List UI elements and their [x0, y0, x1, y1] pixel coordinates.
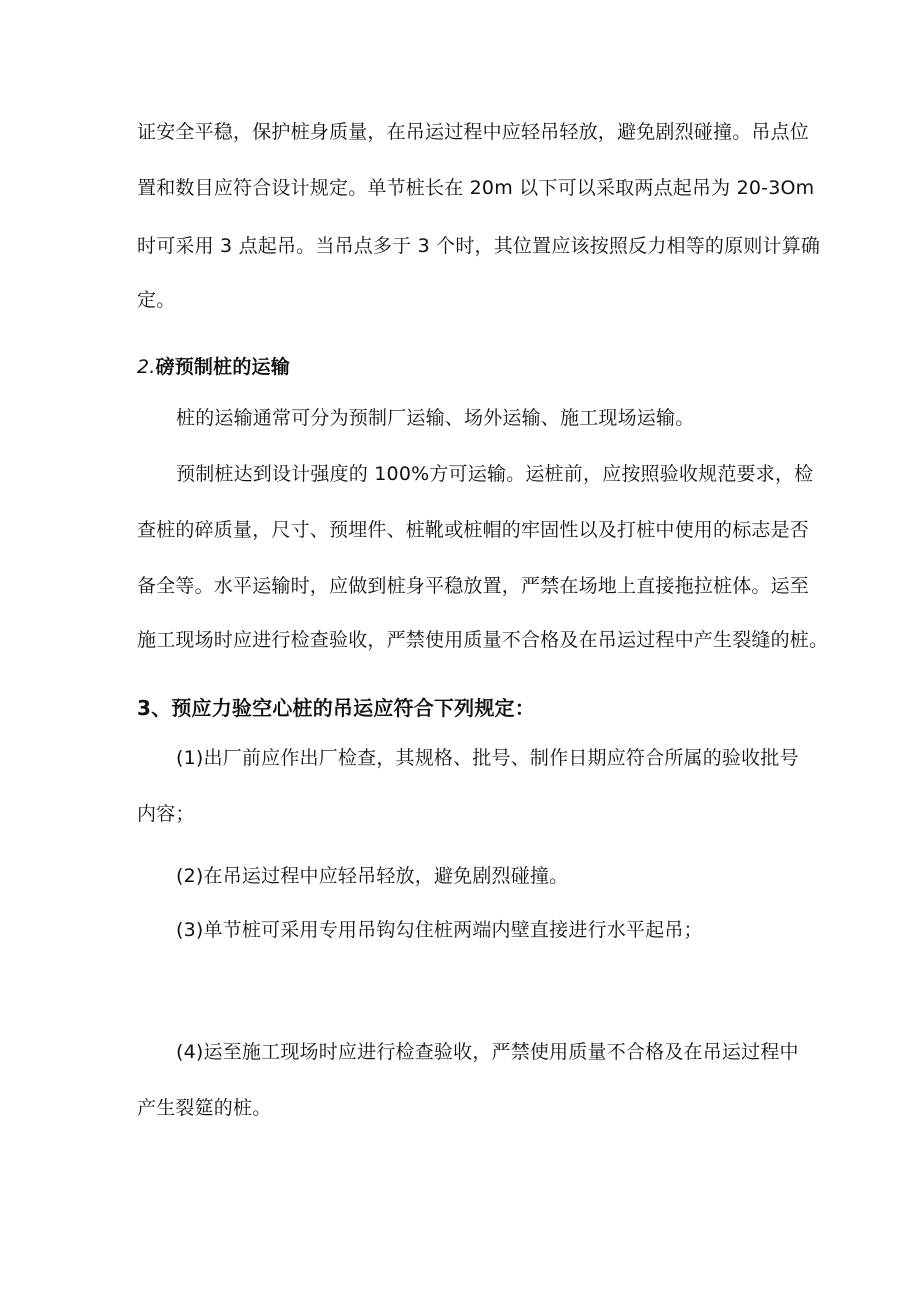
paragraph-line: 备全等。水平运输时，应做到桩身平稳放置，严禁在场地上直接拖拉桩体。运至 — [137, 575, 810, 597]
paragraph-line: 定。 — [137, 289, 176, 311]
list-item-4-continuation: 产生裂筵的桩。 — [137, 1097, 272, 1119]
paragraph-line: 证安全平稳，保护桩身质量，在吊运过程中应轻吊轻放，避免剧烈碰撞。吊点位 — [137, 121, 810, 143]
paragraph-line: 预制桩达到设计强度的 100%方可运输。运桩前，应按照验收规范要求，检 — [176, 463, 814, 485]
list-item-1-continuation: 内容； — [137, 803, 195, 825]
paragraph-line: 桩的运输通常可分为预制厂运输、场外运输、施工现场运输。 — [176, 407, 695, 429]
list-item-3: (3)单节桩可采用专用吊钩勾住桩两端内壁直接进行水平起吊； — [176, 919, 703, 941]
section-2-heading — [137, 355, 290, 379]
paragraph-line: 时可采用 3 点起吊。当吊点多于 3 个时，其位置应该按照反力相等的原则计算确 — [137, 235, 821, 257]
section-2-title: 磅预制桩的运输 — [155, 356, 290, 378]
list-item-2: (2)在吊运过程中应轻吊轻放，避免剧烈碰撞。 — [176, 865, 569, 887]
section-2-number: 2. — [137, 356, 156, 378]
section-3-heading: 3、预应力验空心桩的吊运应符合下列规定： — [137, 696, 535, 720]
paragraph-line: 置和数目应符合设计规定。单节桩长在 20m 以下可以采取两点起吊为 20-3Om — [137, 177, 815, 199]
list-item-4: (4)运至施工现场时应进行检查验收，严禁使用质量不合格及在吊运过程中 — [176, 1041, 799, 1063]
paragraph-line: 查桩的碎质量，尺寸、预埋件、桩靴或桩帽的牢固性以及打桩中使用的标志是否 — [137, 519, 810, 541]
paragraph-line: 施工现场时应进行检查验收，严禁使用质量不合格及在吊运过程中产生裂缝的桩。 — [137, 629, 829, 651]
list-item-1: (1)出厂前应作出厂检查，其规格、批号、制作日期应符合所属的验收批号 — [176, 747, 799, 769]
